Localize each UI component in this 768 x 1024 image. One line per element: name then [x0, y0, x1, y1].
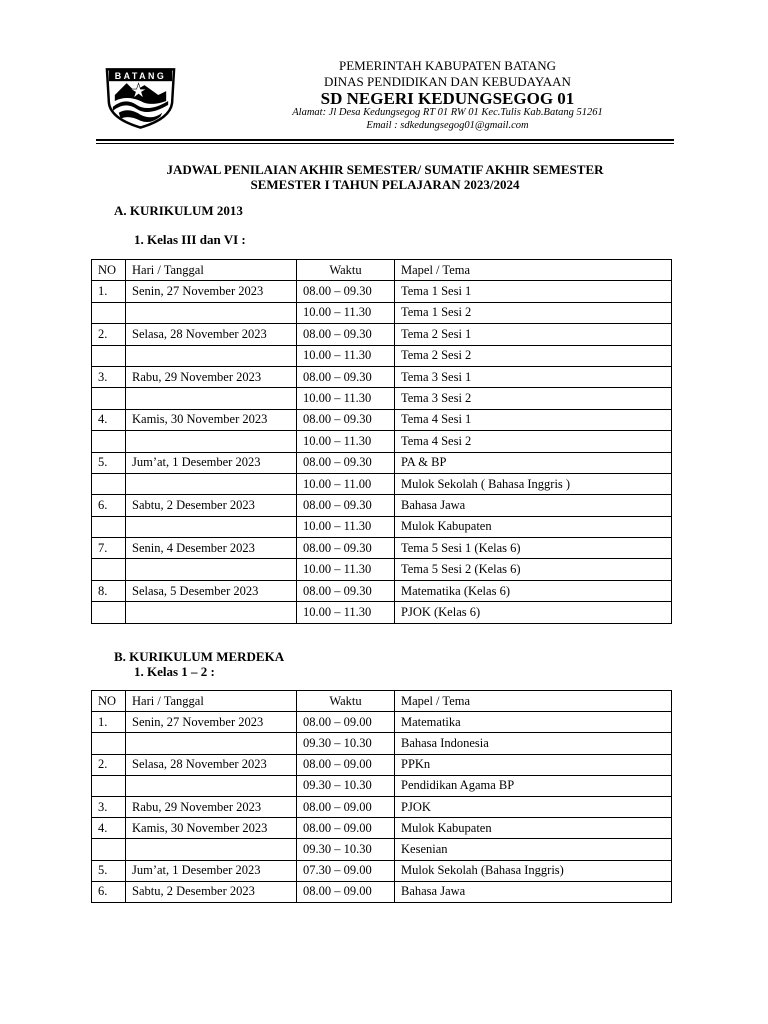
cell-subject: Tema 1 Sesi 2 [395, 302, 672, 323]
cell-time: 08.00 – 09.30 [297, 366, 395, 387]
section-b-heading: B. KURIKULUM MERDEKA [114, 649, 285, 664]
batang-regency-emblem [101, 61, 180, 131]
government-name: PEMERINTAH KABUPATEN BATANG [338, 58, 556, 73]
letterhead-rule-thin [96, 143, 674, 144]
table-row [92, 775, 672, 796]
cell-no: 4. [92, 818, 126, 839]
cell-date [126, 345, 297, 366]
cell-time: 10.00 – 11.30 [297, 516, 395, 537]
cell-subject: Mulok Sekolah ( Bahasa Inggris ) [395, 473, 672, 494]
cell-time: 08.00 – 09.30 [297, 538, 395, 559]
table-row [92, 796, 672, 817]
table-row [92, 559, 672, 580]
cell-no: 7. [92, 538, 126, 559]
cell-subject: Tema 3 Sesi 1 [395, 366, 672, 387]
cell-subject: Tema 2 Sesi 2 [395, 345, 672, 366]
cell-no: 3. [92, 366, 126, 387]
cell-time: 08.00 – 09.30 [297, 409, 395, 430]
cell-date: Selasa, 5 Desember 2023 [126, 580, 297, 601]
table-row [92, 281, 672, 302]
school-name: SD NEGERI KEDUNGSEGOG 01 [320, 89, 575, 108]
cell-subject: Mulok Sekolah (Bahasa Inggris) [395, 860, 672, 881]
cell-time: 08.00 – 09.00 [297, 712, 395, 733]
cell-subject: Bahasa Jawa [395, 881, 672, 902]
cell-date [126, 473, 297, 494]
cell-time: 10.00 – 11.30 [297, 345, 395, 366]
col-header-subject: Mapel / Tema [395, 260, 672, 281]
cell-no: 2. [92, 754, 126, 775]
cell-date: Jum’at, 1 Desember 2023 [126, 860, 297, 881]
col-header-no: NO [92, 691, 126, 712]
cell-no: 1. [92, 281, 126, 302]
school-email: Email : sdkedungsegog01@gmail.com [366, 120, 529, 131]
cell-time: 08.00 – 09.00 [297, 796, 395, 817]
section-a-subheading: 1. Kelas III dan VI : [134, 232, 246, 247]
table-row [92, 431, 672, 452]
table-row [92, 602, 672, 623]
cell-no [92, 516, 126, 537]
cell-subject: Tema 5 Sesi 2 (Kelas 6) [395, 559, 672, 580]
cell-date [126, 775, 297, 796]
table-row [92, 881, 672, 902]
cell-date [126, 733, 297, 754]
letterhead-rule-thick [96, 139, 674, 141]
cell-no: 8. [92, 580, 126, 601]
cell-time: 08.00 – 09.30 [297, 580, 395, 601]
cell-date: Rabu, 29 November 2023 [126, 796, 297, 817]
col-header-time: Waktu [297, 260, 395, 281]
cell-no [92, 473, 126, 494]
cell-date [126, 302, 297, 323]
cell-no [92, 602, 126, 623]
cell-time: 10.00 – 11.30 [297, 302, 395, 323]
schedule-table-kurikulum-merdeka [91, 690, 672, 903]
cell-time: 10.00 – 11.30 [297, 388, 395, 409]
table-row [92, 302, 672, 323]
cell-date: Kamis, 30 November 2023 [126, 409, 297, 430]
cell-date: Selasa, 28 November 2023 [126, 754, 297, 775]
cell-no [92, 559, 126, 580]
table-row [92, 580, 672, 601]
table-row [92, 818, 672, 839]
col-header-no: NO [92, 260, 126, 281]
cell-no: 3. [92, 796, 126, 817]
cell-subject: Bahasa Jawa [395, 495, 672, 516]
cell-subject: Tema 5 Sesi 1 (Kelas 6) [395, 538, 672, 559]
cell-date: Rabu, 29 November 2023 [126, 366, 297, 387]
cell-date [126, 516, 297, 537]
cell-no [92, 839, 126, 860]
cell-no [92, 431, 126, 452]
cell-no [92, 775, 126, 796]
cell-date: Senin, 4 Desember 2023 [126, 538, 297, 559]
cell-subject: Tema 1 Sesi 1 [395, 281, 672, 302]
table-row [92, 712, 672, 733]
cell-time: 08.00 – 09.30 [297, 452, 395, 473]
cell-no [92, 388, 126, 409]
section-a-heading: A. KURIKULUM 2013 [114, 203, 243, 218]
table-row [92, 733, 672, 754]
table-header-row [92, 691, 672, 712]
table-row [92, 839, 672, 860]
cell-date [126, 559, 297, 580]
cell-subject: Matematika (Kelas 6) [395, 580, 672, 601]
table-row [92, 473, 672, 494]
cell-date: Senin, 27 November 2023 [126, 712, 297, 733]
table-row [92, 860, 672, 881]
table-header-row [92, 260, 672, 281]
cell-subject: Tema 2 Sesi 1 [395, 324, 672, 345]
col-header-subject: Mapel / Tema [395, 691, 672, 712]
table-row [92, 495, 672, 516]
cell-subject: PJOK (Kelas 6) [395, 602, 672, 623]
cell-no: 4. [92, 409, 126, 430]
schedule-table-kurikulum-2013 [91, 259, 672, 624]
cell-time: 10.00 – 11.00 [297, 473, 395, 494]
cell-date: Jum’at, 1 Desember 2023 [126, 452, 297, 473]
table-row [92, 388, 672, 409]
cell-time: 07.30 – 09.00 [297, 860, 395, 881]
cell-no: 2. [92, 324, 126, 345]
cell-date: Sabtu, 2 Desember 2023 [126, 495, 297, 516]
cell-time: 08.00 – 09.30 [297, 324, 395, 345]
cell-time: 08.00 – 09.00 [297, 754, 395, 775]
cell-subject: PPKn [395, 754, 672, 775]
table-row [92, 366, 672, 387]
cell-subject: Matematika [395, 712, 672, 733]
cell-time: 10.00 – 11.30 [297, 602, 395, 623]
cell-date: Sabtu, 2 Desember 2023 [126, 881, 297, 902]
table-row [92, 452, 672, 473]
cell-time: 08.00 – 09.30 [297, 495, 395, 516]
table-row [92, 516, 672, 537]
cell-time: 08.00 – 09.30 [297, 281, 395, 302]
cell-time: 09.30 – 10.30 [297, 733, 395, 754]
table-row [92, 538, 672, 559]
cell-date: Senin, 27 November 2023 [126, 281, 297, 302]
department-name: DINAS PENDIDIKAN DAN KEBUDAYAAN [324, 74, 571, 89]
school-address: Alamat: Jl Desa Kedungsegog RT 01 RW 01 Kec.Tulis Kab.Batang 51261 [292, 107, 603, 118]
cell-no [92, 302, 126, 323]
cell-subject: Tema 4 Sesi 1 [395, 409, 672, 430]
cell-no [92, 733, 126, 754]
cell-time: 08.00 – 09.00 [297, 881, 395, 902]
col-header-date: Hari / Tanggal [126, 260, 297, 281]
table-row [92, 345, 672, 366]
table-row [92, 409, 672, 430]
cell-no: 6. [92, 495, 126, 516]
cell-subject: PJOK [395, 796, 672, 817]
cell-subject: Tema 4 Sesi 2 [395, 431, 672, 452]
cell-date: Selasa, 28 November 2023 [126, 324, 297, 345]
cell-subject: Kesenian [395, 839, 672, 860]
cell-no: 1. [92, 712, 126, 733]
cell-subject: Mulok Kabupaten [395, 818, 672, 839]
table-row [92, 754, 672, 775]
document-title: JADWAL PENILAIAN AKHIR SEMESTER/ SUMATIF AKHIR SEMESTER [166, 162, 604, 177]
cell-subject: PA & BP [395, 452, 672, 473]
cell-date [126, 839, 297, 860]
table-row [92, 324, 672, 345]
document-subtitle: SEMESTER I TAHUN PELAJARAN 2023/2024 [250, 177, 520, 192]
cell-time: 10.00 – 11.30 [297, 431, 395, 452]
cell-date [126, 602, 297, 623]
cell-date [126, 431, 297, 452]
cell-date: Kamis, 30 November 2023 [126, 818, 297, 839]
cell-time: 09.30 – 10.30 [297, 775, 395, 796]
cell-time: 09.30 – 10.30 [297, 839, 395, 860]
cell-subject: Tema 3 Sesi 2 [395, 388, 672, 409]
cell-time: 08.00 – 09.00 [297, 818, 395, 839]
section-b-subheading: 1. Kelas 1 – 2 : [134, 664, 215, 679]
cell-time: 10.00 – 11.30 [297, 559, 395, 580]
col-header-date: Hari / Tanggal [126, 691, 297, 712]
emblem-text: BATANG [114, 71, 167, 82]
cell-no: 6. [92, 881, 126, 902]
cell-subject: Bahasa Indonesia [395, 733, 672, 754]
cell-subject: Mulok Kabupaten [395, 516, 672, 537]
cell-date [126, 388, 297, 409]
cell-no [92, 345, 126, 366]
col-header-time: Waktu [297, 691, 395, 712]
cell-no: 5. [92, 452, 126, 473]
cell-no: 5. [92, 860, 126, 881]
cell-subject: Pendidikan Agama BP [395, 775, 672, 796]
